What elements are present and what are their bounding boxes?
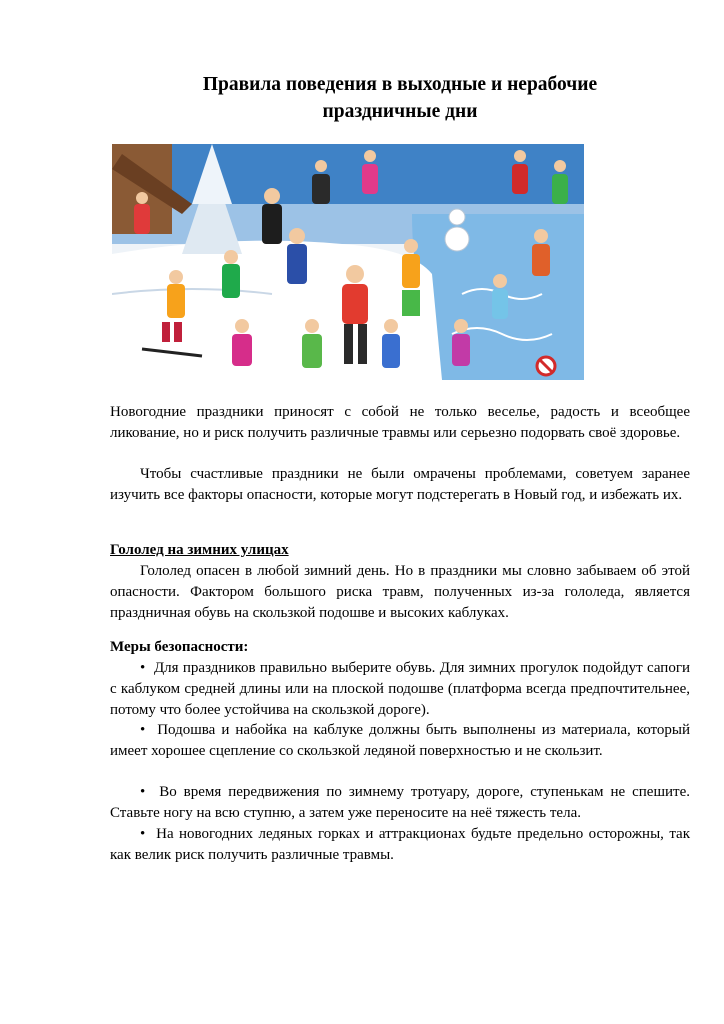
measure-text-4: На новогодних ледяных горках и аттракционах будьте предельно осторожны, так как велик риск получить различные травмы. [110,826,691,863]
intro-paragraph-1 [110,402,690,444]
bullet-icon: • [140,826,146,842]
section-text: Гололед опасен в любой зимний день. Но в праздники мы словно забываем об этой опасности. Фактором большого риска травм, полученных из-за гололеда, является праздничная обувь на скользкой подошве и высоких каблуках. [110,563,690,621]
measure-text-1: Для праздников правильно выберите обувь. Для зимних прогулок подойдут сапоги с каблуком средней длины или на плоской подошве (платформа всегда предпочтительнее, потому что более устойчива на скользкой дороге). [110,660,690,718]
intro-text-2: Чтобы счастливые праздники не были омрачены проблемами, советуем заранее изучить все факторы опасности, которые могут подстерегать в Новый год, и избежать их. [110,466,690,503]
bullet-icon: • [140,722,146,738]
measures-heading: Меры безопасности: [110,639,249,655]
measure-text-2: Подошва и набойка на каблуке должны быть выполнены из материала, который имеет хорошее сцепление со скользкой ледяной поверхностью и не скользит. [110,722,690,759]
page-title [110,71,690,125]
title-line-2: праздничные дни [322,101,478,122]
measure-item-2 [110,720,690,762]
measure-item-4 [110,824,690,866]
title-line-1: Правила поведения в выходные и нерабочие [202,74,598,95]
measure-text-3: Во время передвижения по зимнему тротуару, дороге, ступенькам не спешите. Ставьте ногу на всю ступню, а затем уже переносите на неё тяжесть тела. [110,784,691,821]
winter-scene-illustration [112,144,584,380]
intro-text-1: Новогодние праздники приносят с собой не только веселье, радость и всеобщее ликование, но и риск получить различные травмы или серьезно подорвать своё здоровье. [110,404,690,441]
bullet-icon: • [140,784,146,800]
intro-paragraph-2 [110,464,690,506]
section-heading: Гололед на зимних улицах [110,542,289,558]
measure-item-1 [110,658,690,721]
measure-item-3 [110,782,690,824]
bullet-icon: • [140,660,146,676]
section-paragraph [110,561,690,624]
